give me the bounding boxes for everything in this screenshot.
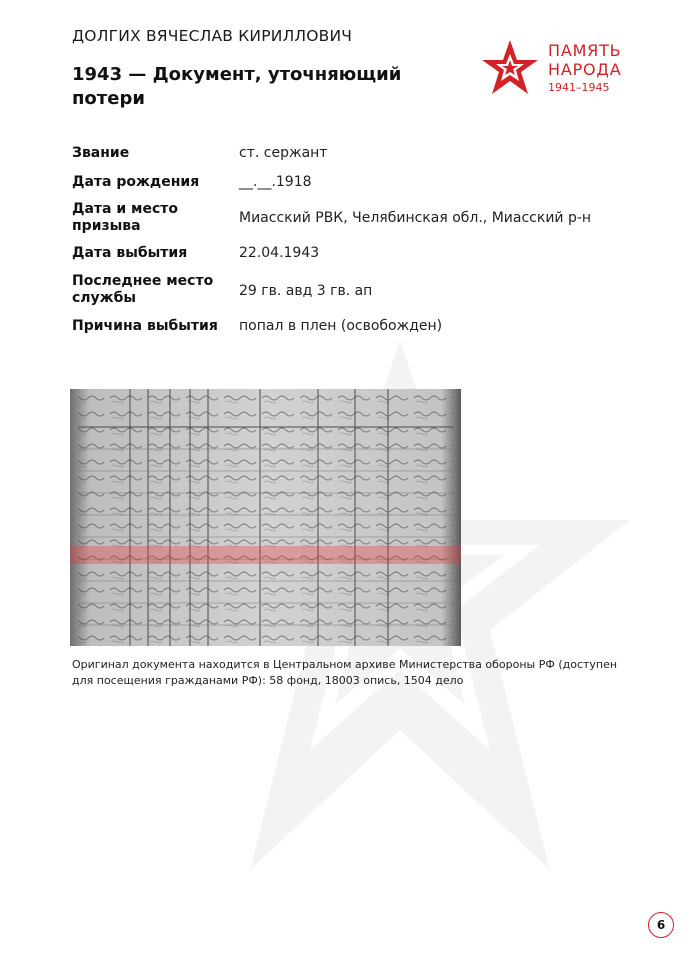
archive-caption: Оригинал документа находится в Центральном архиве Министерства обороны РФ (доступен для посещения гражданами РФ): 58 фонд, 18003 опись, 1504 дело [72, 658, 618, 687]
info-value: попал в плен (освобожден) [239, 318, 443, 334]
page-number: 6 [648, 912, 674, 938]
highlighted-row [70, 546, 461, 564]
pamyat-naroda-logo[interactable] [480, 38, 630, 98]
person-name: ДОЛГИХ ВЯЧЕСЛАВ КИРИЛЛОВИЧ [72, 27, 353, 45]
logo-text-line2: НАРОДА [548, 60, 622, 79]
info-label: Дата рождения [72, 174, 200, 190]
info-value: 22.04.1943 [239, 245, 320, 261]
info-label: Дата выбытия [72, 245, 188, 261]
info-value: 29 гв. авд 3 гв. ап [239, 283, 373, 299]
document-title: 1943 — Документ, уточняющий потери [72, 64, 402, 109]
info-label: Дата и место призыва [72, 201, 179, 234]
document-scan-graphic [70, 389, 461, 646]
info-label: Звание [72, 145, 130, 161]
logo-years: 1941–1945 [548, 81, 610, 94]
info-value: __.__.1918 [239, 174, 312, 190]
document-scan-image[interactable] [70, 389, 461, 646]
red-star-icon [480, 38, 540, 98]
info-value: Миасский РВК, Челябинская обл., Миасский р-н [239, 210, 592, 226]
logo-text-line1: ПАМЯТЬ [548, 41, 622, 60]
info-label: Последнее место службы [72, 273, 214, 306]
info-label: Причина выбытия [72, 318, 218, 334]
info-value: ст. сержант [239, 145, 328, 161]
